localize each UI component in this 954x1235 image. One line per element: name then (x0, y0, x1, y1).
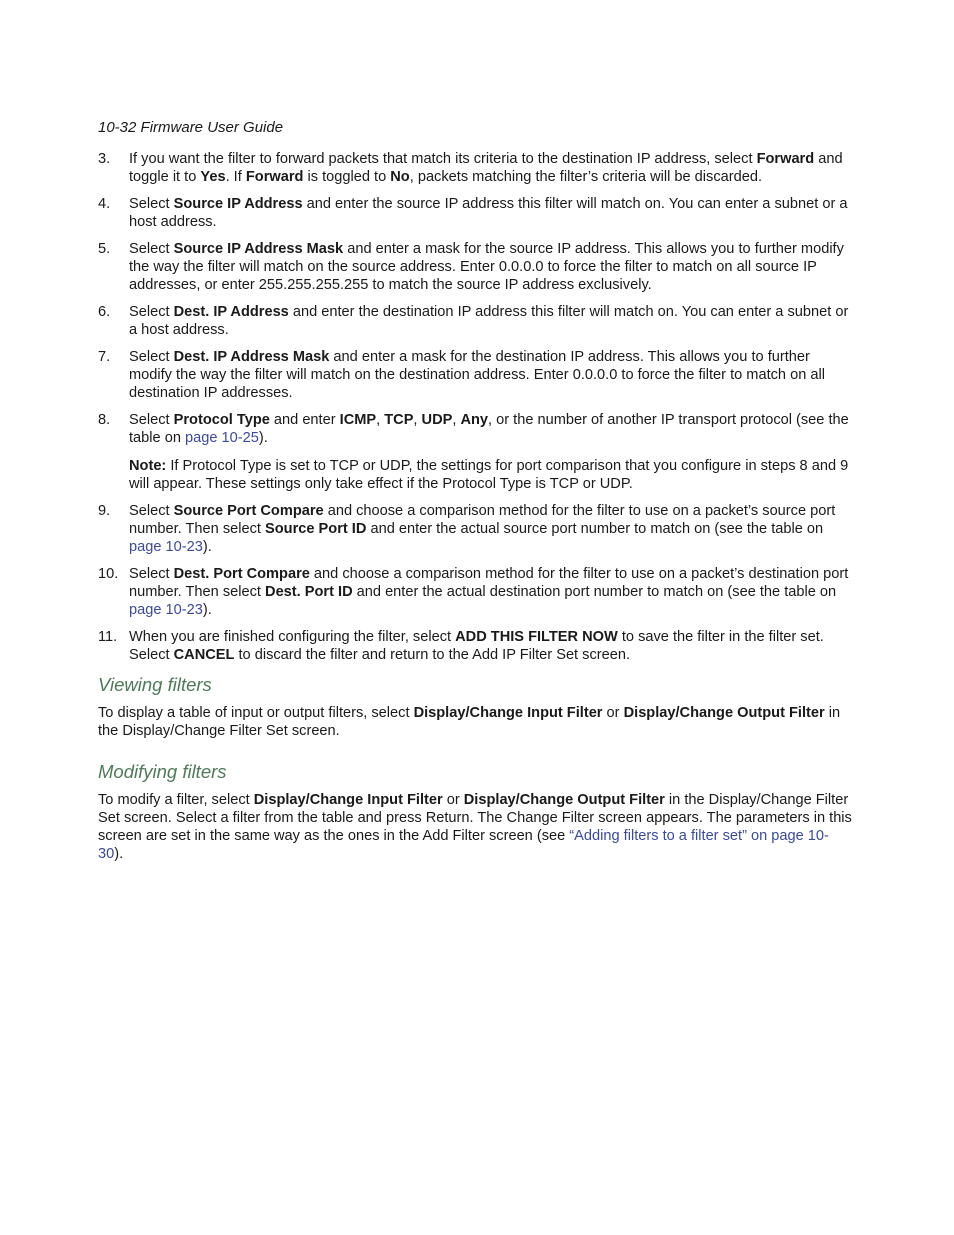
text-run: To modify a filter, select (98, 792, 254, 808)
text-run: If you want the filter to forward packets that match its criteria to the destination IP address, select (129, 151, 757, 167)
ui-term: Dest. Port ID (265, 584, 353, 600)
ui-term: Forward (245, 169, 304, 185)
ui-term: CANCEL (173, 647, 235, 663)
text-run: in the Display/Change Filter Set screen. (98, 705, 841, 739)
viewing-filters-heading: Viewing filters (98, 674, 212, 695)
text-run: , (376, 412, 385, 428)
text-run: and enter the destination IP address this filter will match on. You can enter a subnet or a host address. (129, 304, 849, 338)
step-number: 9. (98, 503, 111, 519)
steps-list-1 (98, 150, 854, 447)
ui-term: ICMP (339, 412, 377, 428)
document-page (98, 118, 854, 883)
text-run: , (452, 412, 461, 428)
text-run: ). (258, 430, 268, 446)
step-item (98, 195, 854, 231)
ui-term: Display/Change Output Filter (463, 792, 665, 808)
modifying-filters-heading: Modifying filters (98, 761, 227, 782)
text-run: ). (114, 846, 124, 862)
ui-term: Forward (756, 151, 815, 167)
modifying-filters-paragraph (98, 791, 854, 863)
ui-term: Protocol Type (173, 412, 270, 428)
step-number: 8. (98, 412, 111, 428)
text-run: and toggle it to (129, 151, 843, 185)
text-run: or (442, 792, 464, 808)
text-run: and enter a mask for the destination IP address. This allows you to further modify the way the filter will match on the destination address. Enter 0.0.0.0 to force the filter to match on all destination IP addresses. (129, 349, 825, 401)
ui-term: No (390, 169, 410, 185)
steps-list-2 (98, 502, 854, 664)
text-run: in the Display/Change Filter Set screen. Select a filter from the table and press Return. The Change Filter screen appears. The parameters in this screen are set in the same way as the ones in the Add Filter screen (see (98, 792, 852, 844)
ui-term: Dest. IP Address Mask (173, 349, 330, 365)
ui-term: Display/Change Input Filter (413, 705, 603, 721)
ui-term: Display/Change Output Filter (623, 705, 825, 721)
cross-reference-link[interactable]: page 10-25 (185, 430, 259, 446)
text-run: or (602, 705, 624, 721)
ui-term: Source IP Address Mask (173, 241, 344, 257)
text-run: and enter the actual destination port number to match on (see the table on (352, 584, 837, 600)
note (98, 458, 854, 493)
step-number: 6. (98, 304, 111, 320)
text-run: , packets matching the filter’s criteria will be discarded. (409, 169, 763, 185)
cross-reference-link[interactable]: page 10-23 (129, 539, 203, 555)
ui-term: Source Port ID (265, 521, 367, 537)
cross-reference-link[interactable]: page 10-23 (129, 602, 203, 618)
running-head: 10-32 Firmware User Guide (98, 119, 284, 136)
text-run: Select (129, 412, 174, 428)
step-item (98, 565, 854, 619)
ui-term: Dest. Port Compare (173, 566, 310, 582)
ui-term: TCP (384, 412, 414, 428)
step-item (98, 628, 854, 664)
text-run: and enter the source IP address this filter will match on. You can enter a subnet or a host address. (129, 196, 848, 230)
text-run: to discard the filter and return to the Add IP Filter Set screen. (234, 647, 631, 663)
note-label: Note: (129, 458, 167, 474)
step-number: 10. (98, 566, 119, 582)
ui-term: Source IP Address (173, 196, 303, 212)
step-item (98, 240, 854, 294)
ui-term: Dest. IP Address (173, 304, 289, 320)
text-run: is toggled to (303, 169, 391, 185)
ui-term: ADD THIS FILTER NOW (455, 629, 618, 645)
ui-term: Any (460, 412, 489, 428)
viewing-filters-paragraph (98, 704, 854, 740)
text-run: Select (129, 196, 174, 212)
text-run: and choose a comparison method for the filter to use on a packet’s destination port number. Then select (129, 566, 849, 600)
step-item (98, 303, 854, 339)
step-number: 3. (98, 151, 111, 167)
ui-term: Yes (200, 169, 226, 185)
step-item (98, 348, 854, 402)
step-number: 7. (98, 349, 111, 365)
ui-term: Display/Change Input Filter (253, 792, 443, 808)
step-number: 4. (98, 196, 111, 212)
note-text: If Protocol Type is set to TCP or UDP, the settings for port comparison that you configure in steps 8 and 9 will appear. These settings only take effect if the Protocol Type is TCP or UDP. (129, 458, 849, 492)
step-item (98, 502, 854, 556)
text-run: When you are finished configuring the filter, select (129, 629, 456, 645)
text-run: and enter a mask for the source IP address. This allows you to further modify the way the filter will match on the source address. Enter 0.0.0.0 to force the filter to match on all source IP addresses, or enter 255.255.255.255 to match the source IP address exclusively. (129, 241, 844, 293)
text-run: ). (202, 539, 212, 555)
text-run: To display a table of input or output filters, select (98, 705, 414, 721)
text-run: Select (129, 349, 174, 365)
ui-term: Source Port Compare (173, 503, 324, 519)
text-run: . If (225, 169, 246, 185)
text-run: ). (202, 602, 212, 618)
text-run: , (413, 412, 422, 428)
text-run: Select (129, 241, 174, 257)
step-number: 11. (98, 629, 118, 645)
text-run: Select (129, 304, 174, 320)
text-run: Select (129, 503, 174, 519)
text-run: Select (129, 566, 174, 582)
step-item (98, 411, 854, 447)
text-run: and choose a comparison method for the filter to use on a packet’s source port number. Then select (129, 503, 836, 537)
text-run: and enter the actual source port number to match on (see the table on (366, 521, 824, 537)
step-number: 5. (98, 241, 111, 257)
text-run: , or the number of another IP transport protocol (see the table on (129, 412, 849, 446)
ui-term: UDP (421, 412, 453, 428)
cross-reference-link[interactable]: “Adding filters to a filter set” on page 10-30 (98, 828, 829, 862)
text-run: and enter (269, 412, 340, 428)
step-item (98, 150, 854, 186)
text-run: to save the filter in the filter set. Select (129, 629, 824, 663)
